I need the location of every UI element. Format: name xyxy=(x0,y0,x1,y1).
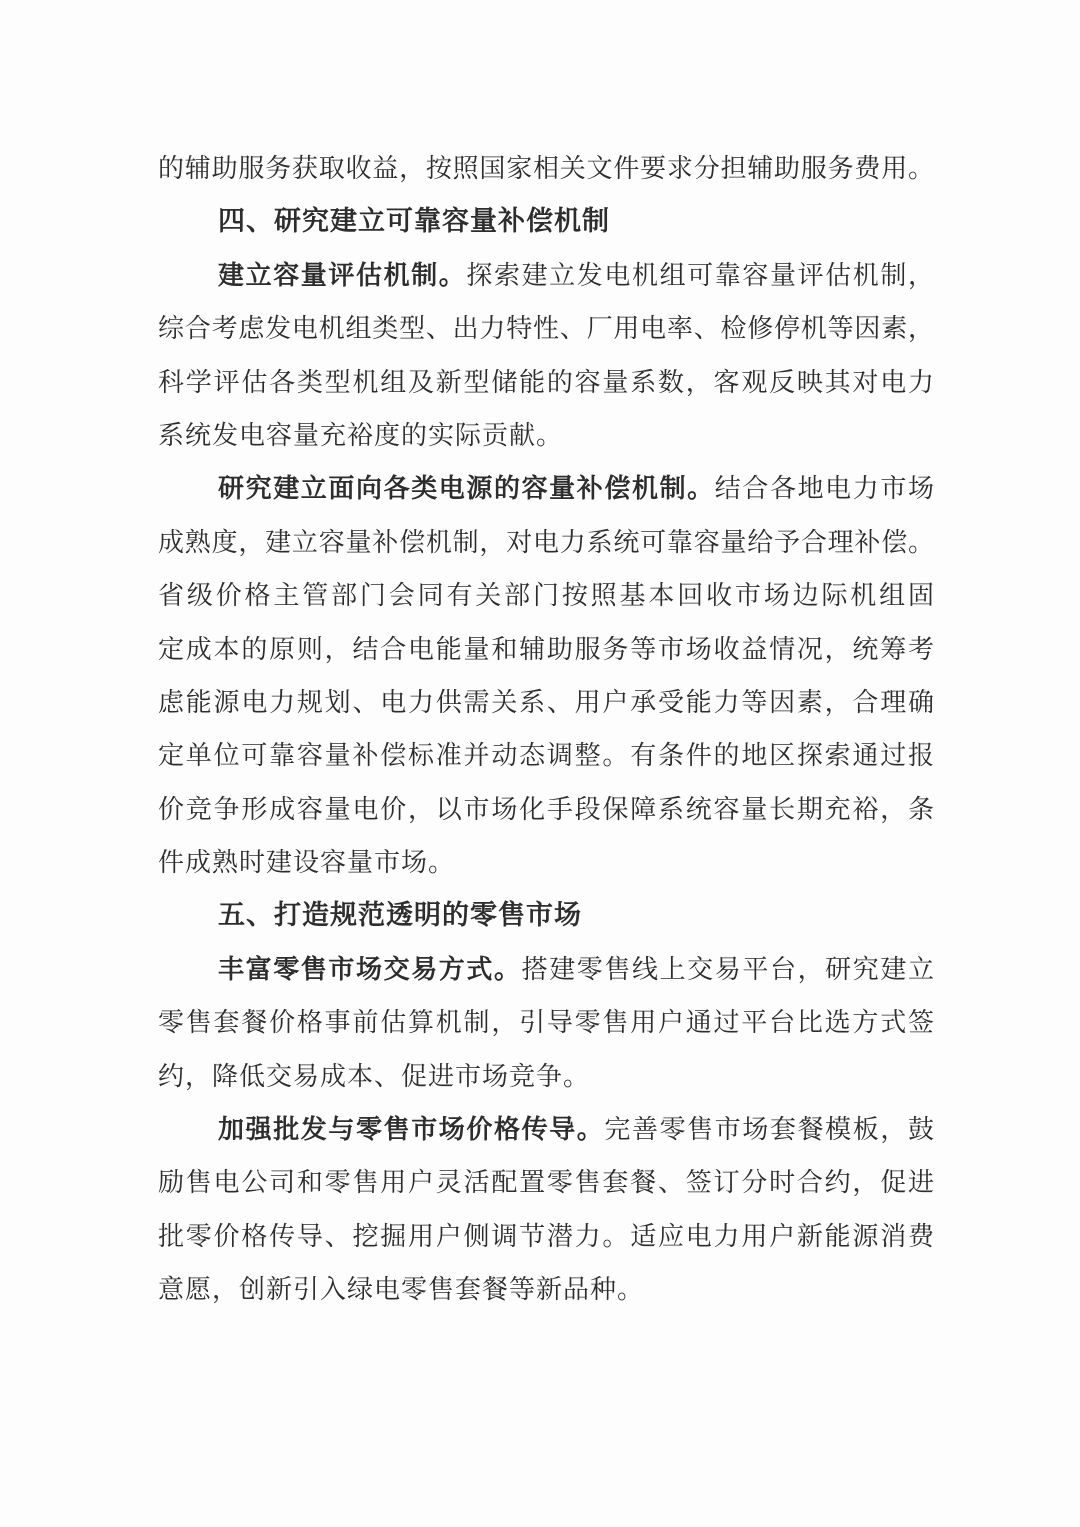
bold-text-segment: 丰富零售市场交易方式。 xyxy=(218,953,522,984)
text-line xyxy=(158,943,934,996)
text-segment: 定成本的原则，结合电能量和辅助服务等市场收益情况，统筹考 xyxy=(158,634,934,664)
text-line xyxy=(158,1210,934,1263)
text-segment: 价竞争形成容量电价，以市场化手段保障系统容量长期充裕，条 xyxy=(158,794,934,824)
text-line xyxy=(158,1103,934,1156)
text-line xyxy=(158,729,934,782)
text-segment: 批零价格传导、挖掘用户侧调节潜力。适应电力用户新能源消费 xyxy=(158,1221,934,1251)
section-heading xyxy=(158,195,934,248)
bold-text-segment: 加强批发与零售市场价格传导。 xyxy=(218,1114,605,1145)
text-line xyxy=(158,676,934,729)
text-segment: 搭建零售线上交易平台，研究建立 xyxy=(521,954,934,984)
text-line xyxy=(158,302,934,355)
text-segment: 件成熟时建设容量市场。 xyxy=(158,848,456,878)
text-line xyxy=(158,623,934,676)
bold-text-segment: 研究建立面向各类电源的容量补偿机制。 xyxy=(218,473,715,504)
text-segment: 零售套餐价格事前估算机制，引导零售用户通过平台比选方式签 xyxy=(158,1008,934,1038)
text-line xyxy=(158,142,934,195)
text-segment: 系统发电容量充裕度的实际贡献。 xyxy=(158,420,564,450)
text-segment: 定单位可靠容量补偿标准并动态调整。有条件的地区探索通过报 xyxy=(158,741,934,771)
text-line xyxy=(158,516,934,569)
text-line xyxy=(158,1050,934,1103)
text-segment: 完善零售市场套餐模板，鼓 xyxy=(604,1115,934,1145)
section-heading xyxy=(158,889,934,942)
text-line xyxy=(158,783,934,836)
text-segment: 励售电公司和零售用户灵活配置零售套餐、签订分时合约，促进 xyxy=(158,1168,934,1198)
text-segment: 的辅助服务获取收益，按照国家相关文件要求分担辅助服务费用。 xyxy=(158,154,934,183)
text-line xyxy=(158,996,934,1049)
text-segment: 省级价格主管部门会同有关部门按照基本回收市场边际机组固 xyxy=(158,581,934,611)
text-segment: 科学评估各类型机组及新型储能的容量系数，客观反映其对电力 xyxy=(158,367,934,397)
bold-text-segment: 四、研究建立可靠容量补偿机制 xyxy=(218,206,610,237)
text-segment: 虑能源电力规划、电力供需关系、用户承受能力等因素，合理确 xyxy=(158,687,934,717)
text-line xyxy=(158,1156,934,1209)
text-segment: 约，降低交易成本、促进市场竞争。 xyxy=(158,1061,591,1091)
text-segment: 结合各地电力市场 xyxy=(714,474,934,504)
text-segment: 意愿，创新引入绿电零售套餐等新品种。 xyxy=(158,1275,645,1305)
text-line xyxy=(158,249,934,302)
bold-text-segment: 建立容量评估机制。 xyxy=(218,259,467,290)
text-segment: 成熟度，建立容量补偿机制，对电力系统可靠容量给予合理补偿。 xyxy=(158,527,934,557)
text-line xyxy=(158,1263,934,1316)
document-body xyxy=(158,142,934,1317)
text-line xyxy=(158,569,934,622)
text-segment: 探索建立发电机组可靠容量评估机制， xyxy=(466,260,934,290)
text-line xyxy=(158,356,934,409)
text-line xyxy=(158,409,934,462)
text-line xyxy=(158,462,934,515)
bold-text-segment: 五、打造规范透明的零售市场 xyxy=(218,900,582,931)
text-segment: 综合考虑发电机组类型、出力特性、厂用电率、检修停机等因素， xyxy=(158,314,934,344)
text-line xyxy=(158,836,934,889)
